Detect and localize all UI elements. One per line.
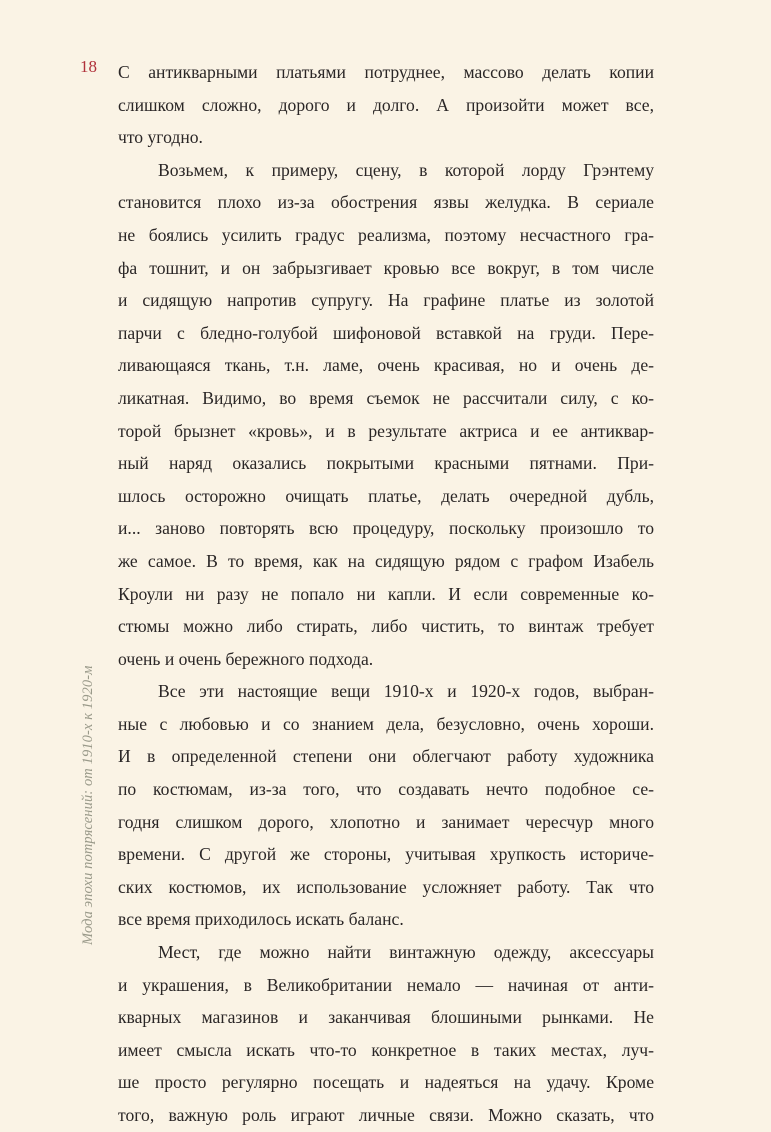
text-line: стюмы можно либо стирать, либо чистить, то винтаж требует <box>118 616 654 637</box>
text-line: времени. С другой же стороны, учитывая хрупкость историче- <box>118 844 654 865</box>
text-line: ный наряд оказались покрытыми красными пятнами. При- <box>118 453 654 474</box>
text-line: ливающаяся ткань, т.н. ламе, очень красивая, но и очень де- <box>118 355 654 376</box>
text-line: не боялись усилить градус реализма, поэтому несчастного гра- <box>118 224 654 245</box>
text-line: того, важную роль играют личные связи. Можно сказать, что <box>118 1105 654 1125</box>
text-line: ликатная. Видимо, во время съемок не рассчитали силу, с ко- <box>118 387 654 408</box>
text-line: торой брызнет «кровь», и в результате актриса и ее антиквар- <box>118 420 654 441</box>
text-line: шлось осторожно очищать платье, делать очередной дубль, <box>118 485 654 506</box>
text-line: и украшения, в Великобритании немало — начиная от анти- <box>118 974 654 995</box>
text-line: С антикварными платьями потруднее, массово делать копии <box>118 62 654 82</box>
text-line: очень и очень бережного подхода. <box>118 648 374 669</box>
text-line: И в определенной степени они облегчают работу художника <box>118 746 654 767</box>
text-line: ные с любовью и со знанием дела, безусловно, очень хороши. <box>118 713 654 734</box>
text-line: и сидящую напротив супругу. На графине платье из золотой <box>118 290 654 311</box>
text-line: ше просто регулярно посещать и надеяться на удачу. Кроме <box>118 1072 654 1093</box>
text-line: фа тошнит, и он забрызгивает кровью все вокруг, в том числе <box>118 257 654 278</box>
text-line: слишком сложно, дорого и долго. А произойти может все, <box>118 94 654 115</box>
text-line: по костюмам, из-за того, что создавать нечто подобное се- <box>118 779 654 800</box>
paragraph-first-line: Все эти настоящие вещи 1910-х и 1920-х годов, выбран- <box>158 681 654 702</box>
body-text <box>118 56 654 1132</box>
text-line: годня слишком дорого, хлопотно и занимает чересчур много <box>118 811 654 832</box>
paragraph-first-line: Мест, где можно найти винтажную одежду, аксессуары <box>158 942 654 963</box>
text-line: Кроули ни разу не попало ни капли. И если современные ко- <box>118 583 654 604</box>
paragraph-first-line: Возьмем, к примеру, сцену, в которой лорду Грэнтему <box>158 159 654 180</box>
text-line: парчи с бледно-голубой шифоновой вставкой на груди. Пере- <box>118 322 654 343</box>
text-line: же самое. В то время, как на сидящую рядом с графом Изабель <box>118 550 654 571</box>
text-line: все время приходилось искать баланс. <box>118 909 404 930</box>
running-title: Мода эпохи потрясений: от 1910-х к 1920-м <box>80 665 96 945</box>
text-line: и... заново повторять всю процедуру, поскольку произошло то <box>118 518 654 539</box>
text-line: что угодно. <box>118 127 203 148</box>
text-line: становится плохо из-за обострения язвы желудка. В сериале <box>118 192 654 213</box>
text-line: имеет смысла искать что-то конкретное в таких местах, луч- <box>118 1039 654 1060</box>
text-line: ских костюмов, их использование усложняет работу. Так что <box>118 876 654 897</box>
text-line: кварных магазинов и заканчивая блошиными рынками. Не <box>118 1007 654 1028</box>
page-number: 18 <box>80 57 97 76</box>
